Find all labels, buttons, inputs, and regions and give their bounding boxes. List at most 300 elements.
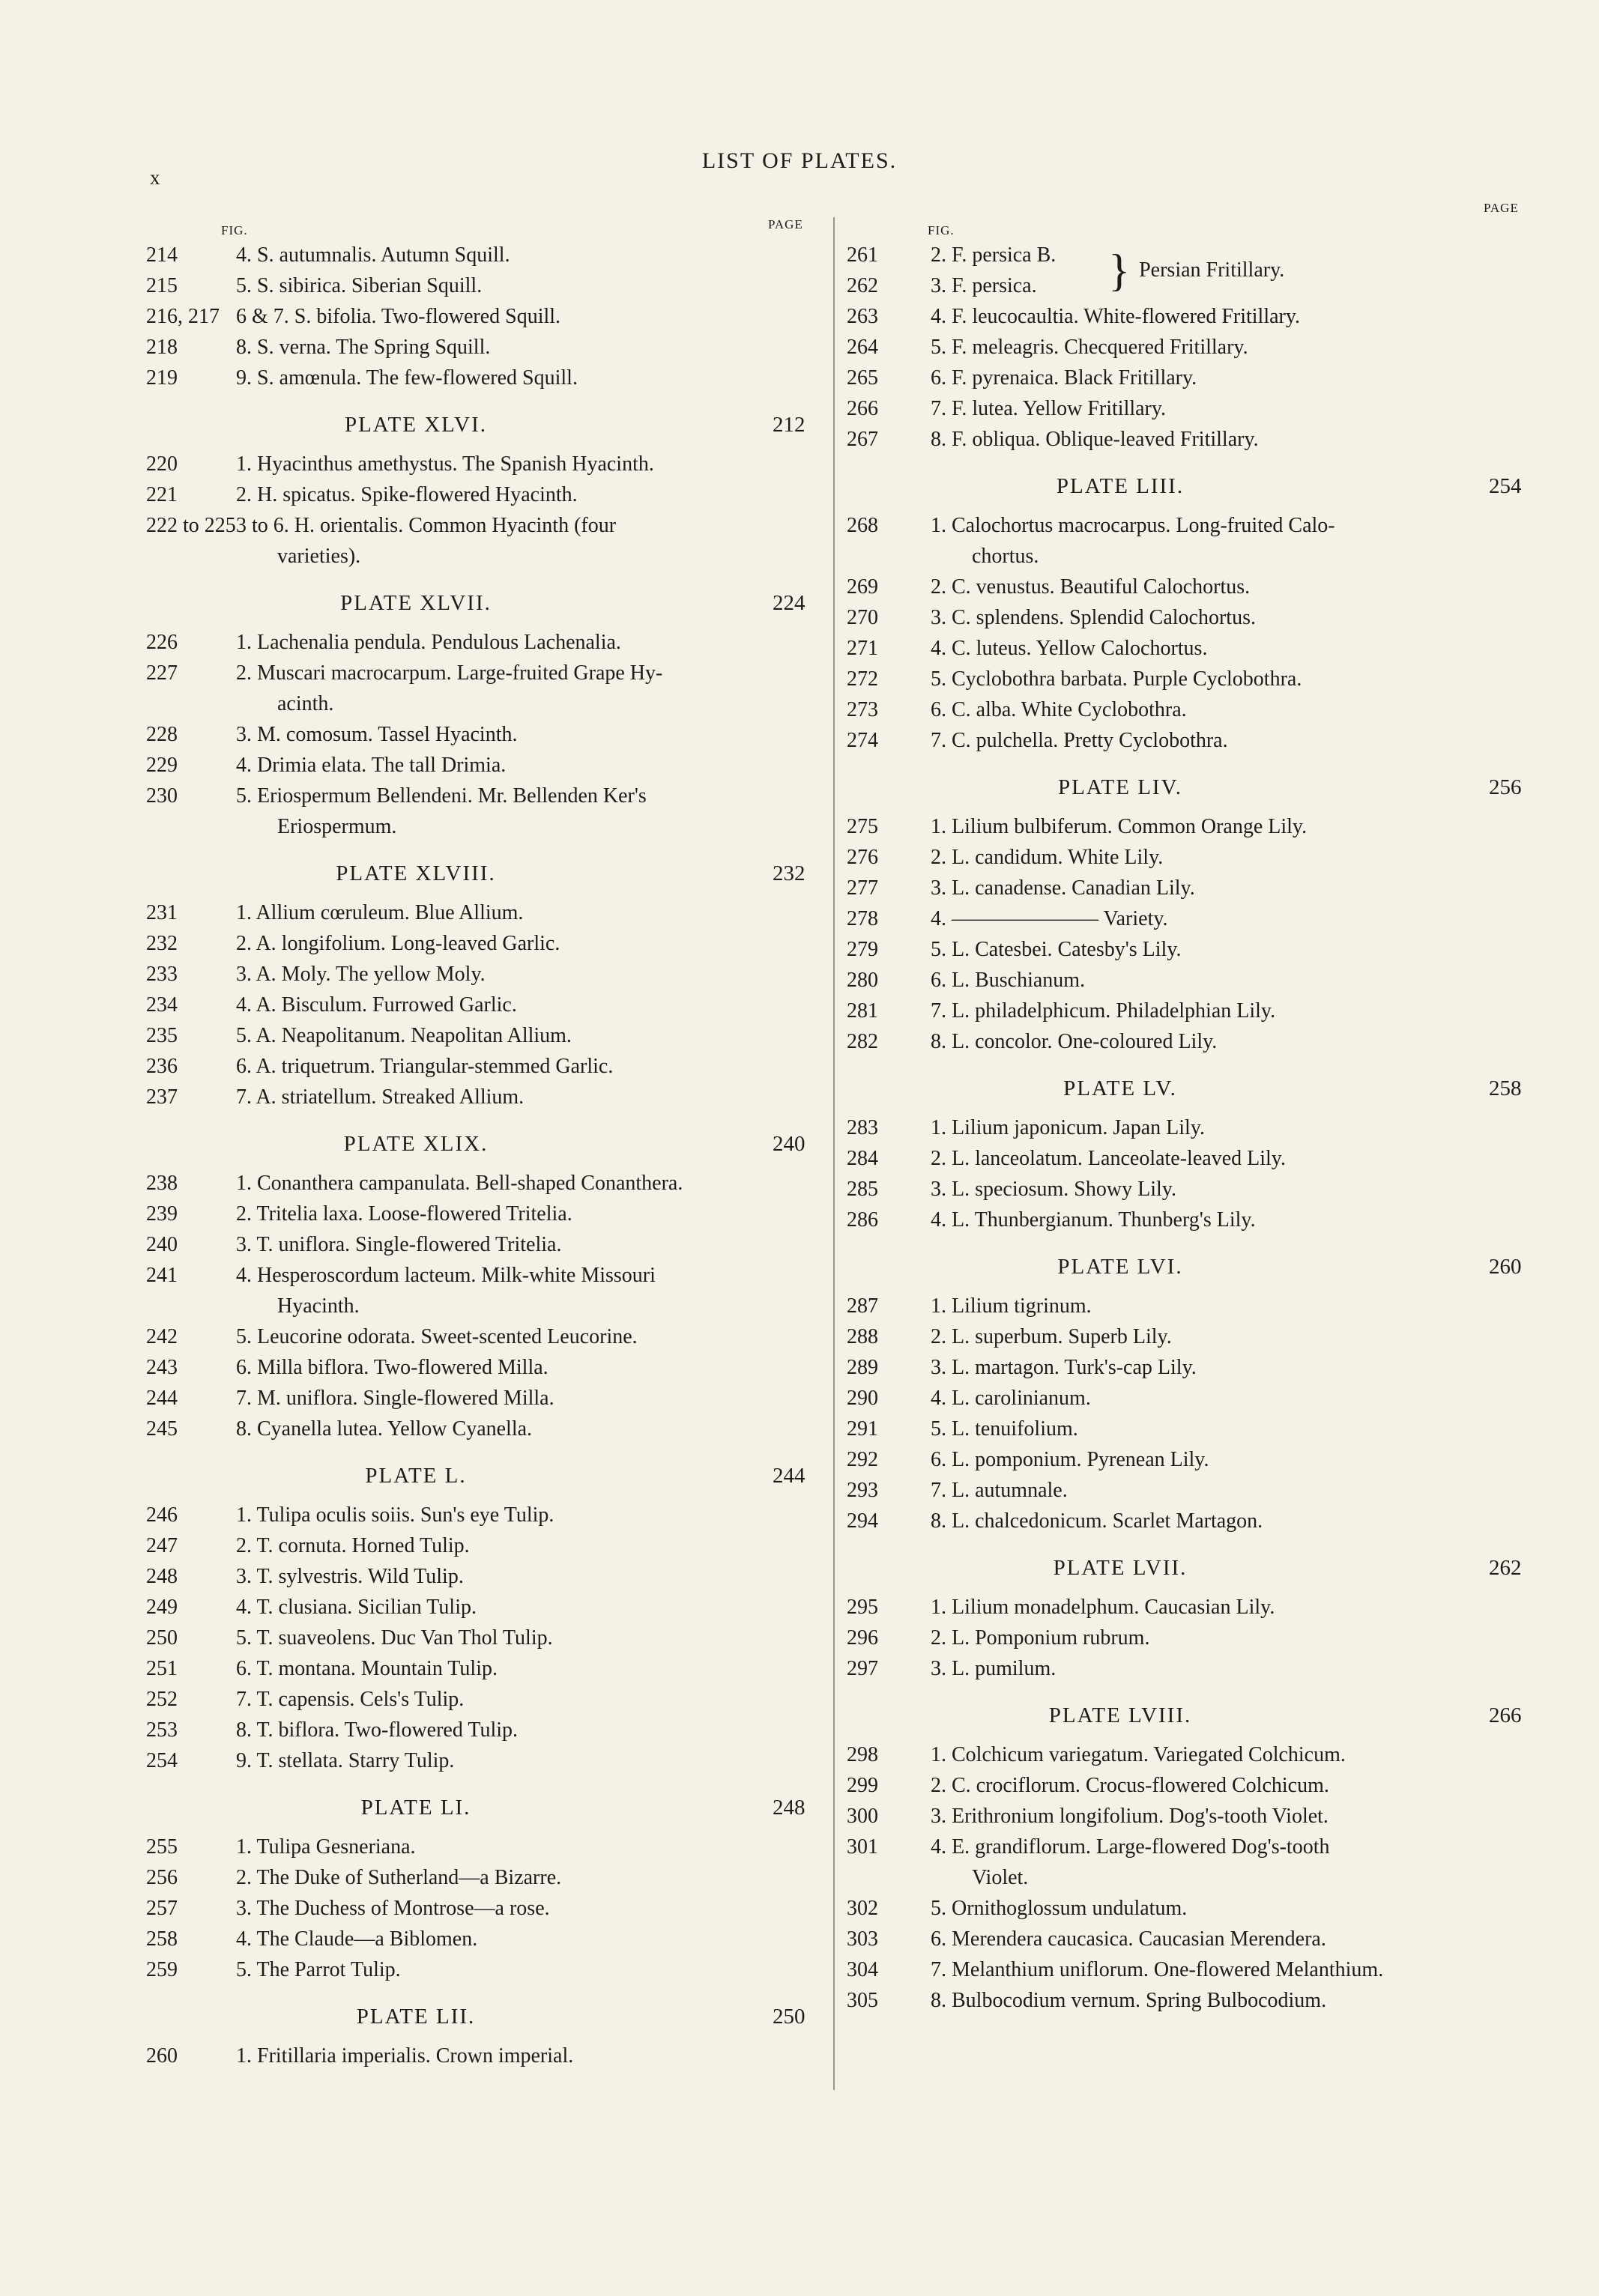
plate-number: 266 [847, 397, 878, 420]
plate-number: 249 [146, 1596, 178, 1619]
plate-number: 292 [847, 1448, 878, 1471]
plate-number: 245 [146, 1417, 178, 1441]
entry-text [236, 1623, 820, 1653]
plate-heading [146, 1129, 805, 1159]
plate-sections [847, 471, 1522, 2016]
plate-number: 219 [146, 366, 178, 390]
entry-line: 2. The Duke of Sutherland—a Bizarre. [236, 1866, 562, 1889]
list-item [847, 903, 1514, 934]
entry-text [931, 633, 1514, 664]
entry-text [931, 725, 1514, 756]
entry-text [931, 424, 1514, 455]
entry-line: 4. L. Thunbergianum. Thunberg's Lily. [931, 1208, 1256, 1232]
entry-line: 8. T. biflora. Two-flowered Tulip. [236, 1718, 519, 1742]
entry-text [931, 1924, 1514, 1954]
list-item [847, 1026, 1514, 1057]
entry-continuation: varieties). [277, 545, 361, 568]
plate-number: 270 [847, 606, 878, 629]
plate-number: 227 [146, 661, 178, 685]
entry-text [931, 1291, 1514, 1321]
entry-text [931, 393, 1514, 424]
list-item [847, 664, 1514, 694]
plate-number: 260 [146, 2044, 178, 2068]
list-item [847, 424, 1514, 455]
plate-number: 264 [847, 336, 878, 359]
plate-heading [847, 471, 1522, 501]
list-item [847, 725, 1514, 756]
plate-number: 235 [146, 1024, 178, 1047]
list-item [146, 2041, 820, 2071]
plate-sections [146, 410, 820, 2071]
list-item [146, 959, 820, 990]
entry-line: 8. Cyanella lutea. Yellow Cyanella. [236, 1417, 533, 1441]
entry-text [236, 1924, 820, 1954]
plate-number: 231 [146, 901, 178, 924]
entry-text [236, 1352, 820, 1383]
list-item [847, 270, 1056, 301]
intro-list [847, 301, 1514, 455]
plate-number: 275 [847, 815, 878, 838]
plate-number: 281 [847, 999, 878, 1023]
plate-page-number: 254 [1489, 474, 1522, 498]
plate-number: 258 [146, 1927, 178, 1951]
plate-number: 303 [847, 1927, 878, 1951]
entry-line: 5. T. suaveolens. Duc Van Thol Tulip. [236, 1626, 553, 1650]
plate-number: 282 [847, 1030, 878, 1053]
plate-number: 283 [847, 1116, 878, 1139]
entry-text [931, 1321, 1514, 1352]
entry-line: 3. M. comosum. Tassel Hyacinth. [236, 723, 518, 746]
plate-heading [146, 410, 805, 440]
list-item [146, 897, 820, 928]
plate-title: PLATE LIII. [1056, 474, 1185, 498]
entry-line: 7. L. philadelphicum. Philadelphian Lily. [931, 999, 1276, 1023]
entry-line: 6. Milla biflora. Two-flowered Milla. [236, 1356, 548, 1379]
list-item [146, 1168, 820, 1199]
entry-text [931, 1352, 1514, 1383]
list-item [146, 719, 820, 750]
list-item [847, 633, 1514, 664]
entry-text [931, 1801, 1514, 1832]
entry-line: 4. The Claude—a Biblomen. [236, 1927, 478, 1951]
list-item [847, 996, 1514, 1026]
plate-number: 299 [847, 1774, 878, 1797]
list-item [146, 1051, 820, 1082]
entry-line: 4. ——————— Variety. [931, 907, 1168, 930]
list-item [847, 811, 1514, 842]
entry-line: 6. T. montana. Mountain Tulip. [236, 1657, 498, 1680]
entry-text [931, 1592, 1514, 1623]
plate-section [146, 858, 820, 1112]
entry-text [931, 996, 1514, 1026]
list-item [146, 510, 820, 572]
entry-text [236, 1592, 820, 1623]
entry-text [931, 1770, 1514, 1801]
plate-number: 294 [847, 1509, 878, 1533]
list-item [847, 1444, 1514, 1475]
list-item [146, 1623, 820, 1653]
plate-page-number: 212 [773, 413, 805, 437]
list-item [847, 1321, 1514, 1352]
entry-line: 5. The Parrot Tulip. [236, 1958, 401, 1981]
plate-page-number: 244 [773, 1464, 805, 1488]
entry-text [236, 897, 820, 928]
list-item [146, 1414, 820, 1444]
brace-label: Persian Fritillary. [1139, 258, 1285, 282]
entry-line: 7. T. capensis. Cels's Tulip. [236, 1688, 465, 1711]
entry-continuation: Violet. [972, 1866, 1029, 1889]
list-item [847, 1414, 1514, 1444]
entry-line: 4. A. Bisculum. Furrowed Garlic. [236, 993, 517, 1017]
plate-number: 280 [847, 969, 878, 992]
entry-line: 2. C. crociflorum. Crocus-flowered Colchicum. [931, 1774, 1329, 1797]
plate-number: 296 [847, 1626, 878, 1650]
entry-line: 8. S. verna. The Spring Squill. [236, 336, 491, 359]
entry-text [931, 873, 1514, 903]
plate-number: 241 [146, 1264, 178, 1287]
plate-number: 226 [146, 631, 178, 654]
entry-text [931, 363, 1514, 393]
plate-number: 246 [146, 1503, 178, 1527]
plate-title: PLATE LII. [356, 2005, 476, 2029]
entry-text [236, 1199, 820, 1229]
list-item [146, 1715, 820, 1745]
entry-line: 8. Bulbocodium vernum. Spring Bulbocodium. [931, 1989, 1327, 2012]
plate-number: 267 [847, 428, 878, 451]
entry-text [236, 2041, 820, 2071]
entry-line: 3. L. pumilum. [931, 1657, 1057, 1680]
persian-fritillary-group [847, 240, 1514, 301]
entry-line: 3. T. uniflora. Single-flowered Tritelia. [236, 1233, 562, 1256]
entry-text [236, 928, 820, 959]
plate-number: 220 [146, 452, 178, 476]
entry-line: 4. Hesperoscordum lacteum. Milk-white Missouri [236, 1264, 656, 1287]
entry-line: 2. L. superbum. Superb Lily. [931, 1325, 1172, 1348]
plate-title: PLATE LIV. [1057, 775, 1183, 799]
entry-line: 3. L. speciosum. Showy Lily. [931, 1178, 1176, 1201]
plate-title: PLATE L. [365, 1464, 467, 1488]
left-column [146, 210, 820, 2071]
list-item [847, 1954, 1514, 1985]
entry-line: 5. Eriospermum Bellendeni. Mr. Bellenden Ker's [236, 784, 647, 808]
entry-line: 3. F. persica. [931, 274, 1037, 297]
entry-text [236, 1168, 820, 1199]
entry-text [236, 959, 820, 990]
list-item [146, 1561, 820, 1592]
entry-line: 5. L. tenuifolium. [931, 1417, 1078, 1441]
plate-section [847, 772, 1522, 1057]
entry-text [931, 1414, 1514, 1444]
entry-line: 1. Colchicum variegatum. Variegated Colchicum. [931, 1743, 1346, 1766]
plate-number: 236 [146, 1055, 178, 1078]
plate-title: PLATE XLIX. [343, 1132, 489, 1156]
list-item [146, 1684, 820, 1715]
plate-page-number: 224 [773, 591, 805, 615]
plate-page-number: 262 [1489, 1556, 1522, 1580]
plate-number: 248 [146, 1565, 178, 1588]
entry-text [931, 240, 1056, 270]
plate-number: 253 [146, 1718, 178, 1742]
entry-line: 5. S. sibirica. Siberian Squill. [236, 274, 483, 297]
entry-line: 3. The Duchess of Montrose—a rose. [236, 1897, 550, 1920]
fig-label: FIG. [928, 223, 955, 237]
entry-line: 1. Fritillaria imperialis. Crown imperial. [236, 2044, 574, 2068]
list-item [847, 1112, 1514, 1143]
plate-heading [146, 1793, 805, 1823]
entry-text [931, 1112, 1514, 1143]
list-item [847, 1893, 1514, 1924]
list-item [847, 240, 1056, 270]
list-item [847, 301, 1514, 332]
plate-number: 272 [847, 667, 878, 691]
entry-line: 2. Tritelia laxa. Loose-flowered Tritelia. [236, 1202, 572, 1226]
list-item [146, 1383, 820, 1414]
plate-number: 230 [146, 784, 178, 808]
list-item [146, 479, 820, 510]
entry-line: 1. Lilium monadelphum. Caucasian Lily. [931, 1596, 1275, 1619]
plate-number: 285 [847, 1178, 878, 1201]
entry-line: 2. Muscari macrocarpum. Large-fruited Grape Hy- [236, 661, 663, 685]
plate-title: PLATE XLVIII. [336, 861, 496, 885]
list-item [146, 1924, 820, 1954]
plate-number: 286 [847, 1208, 878, 1232]
entry-line: 6. L. Buschianum. [931, 969, 1086, 992]
entry-text [931, 1985, 1514, 2016]
list-item [146, 363, 820, 393]
plate-heading [146, 1461, 805, 1491]
list-item [847, 602, 1514, 633]
plate-number: 261 [847, 243, 878, 267]
entry-text [236, 1229, 820, 1260]
entry-text [236, 1684, 820, 1715]
list-item [146, 1260, 820, 1321]
page-number: x [150, 166, 160, 189]
entry-text [236, 1530, 820, 1561]
plate-title: PLATE XLVII. [340, 591, 492, 615]
entry-text [236, 1893, 820, 1924]
entry-line: 7. C. pulchella. Pretty Cyclobothra. [931, 729, 1228, 752]
plate-section [146, 588, 820, 842]
entry-text [236, 1321, 820, 1352]
entry-text [236, 658, 820, 719]
plate-number: 229 [146, 754, 178, 777]
plate-section [146, 410, 820, 572]
list-item [847, 694, 1514, 725]
entry-line: 1. Hyacinthus amethystus. The Spanish Hyacinth. [236, 452, 654, 476]
list-item [847, 1653, 1514, 1684]
plate-number: 269 [847, 575, 878, 599]
plate-section [847, 471, 1522, 756]
plate-number: 214 [146, 243, 178, 267]
plate-section [847, 1700, 1522, 2016]
entry-line: 4. T. clusiana. Sicilian Tulip. [236, 1596, 477, 1619]
entry-continuation: Hyacinth. [277, 1294, 360, 1318]
entry-line: 3. T. sylvestris. Wild Tulip. [236, 1565, 464, 1588]
right-column [847, 201, 1522, 2016]
plate-title: PLATE LI. [360, 1796, 471, 1820]
plate-number: 233 [146, 963, 178, 986]
plate-number: 291 [847, 1417, 878, 1441]
entry-text [236, 363, 820, 393]
entry-text [236, 627, 820, 658]
plate-number: 273 [847, 698, 878, 721]
entry-text [931, 1832, 1514, 1893]
list-item [146, 332, 820, 363]
entry-continuation: Eriospermum. [277, 815, 397, 838]
list-item [146, 449, 820, 479]
plate-number: 234 [146, 993, 178, 1017]
list-item [146, 301, 820, 332]
plate-number: 284 [847, 1147, 878, 1170]
plate-number: 237 [146, 1085, 178, 1109]
list-item [847, 1985, 1514, 2016]
page-label: PAGE [768, 217, 803, 231]
column-divider [833, 217, 835, 2090]
list-item [847, 1739, 1514, 1770]
entry-text [931, 572, 1514, 602]
entry-line: 3. Erithronium longifolium. Dog's-tooth Violet. [931, 1805, 1329, 1828]
entry-line: 6. Merendera caucasica. Caucasian Merendera. [931, 1927, 1326, 1951]
plate-page-number: 258 [1489, 1076, 1522, 1100]
entry-line: 7. M. uniflora. Single-flowered Milla. [236, 1387, 554, 1410]
entry-line: 1. Lilium japonicum. Japan Lily. [931, 1116, 1206, 1139]
entry-text [931, 934, 1514, 965]
plate-number: 295 [847, 1596, 878, 1619]
plate-number: 302 [847, 1897, 878, 1920]
plate-page-number: 240 [773, 1132, 805, 1156]
plate-number: 254 [146, 1749, 178, 1772]
list-item [146, 627, 820, 658]
entry-line: 5. Cyclobothra barbata. Purple Cyclobothra. [931, 667, 1302, 691]
plate-number: 276 [847, 846, 878, 869]
plate-number: 297 [847, 1657, 878, 1680]
plate-number: 244 [146, 1387, 178, 1410]
plate-number: 247 [146, 1534, 178, 1557]
entry-text [236, 1051, 820, 1082]
entry-line: 2. H. spicatus. Spike-flowered Hyacinth. [236, 483, 578, 506]
entry-text [931, 1143, 1514, 1174]
plate-heading [847, 1553, 1522, 1583]
entry-line: 3. A. Moly. The yellow Moly. [236, 963, 486, 986]
plate-number: 293 [847, 1479, 878, 1502]
entry-line: 5. Ornithoglossum undulatum. [931, 1897, 1188, 1920]
plate-number: 221 [146, 483, 178, 506]
list-item [847, 1352, 1514, 1383]
entry-text [931, 1174, 1514, 1205]
list-item [847, 965, 1514, 996]
intro-list [146, 240, 820, 393]
plate-number: 250 [146, 1626, 178, 1650]
plate-number: 251 [146, 1657, 178, 1680]
list-item [146, 1954, 820, 1985]
plate-page-number: 260 [1489, 1255, 1522, 1279]
entry-line: 7. F. lutea. Yellow Fritillary. [931, 397, 1167, 420]
entry-line: 6. L. pomponium. Pyrenean Lily. [931, 1448, 1209, 1471]
entry-line: 1. Lachenalia pendula. Pendulous Lachenalia. [236, 631, 621, 654]
entry-line: 3. C. splendens. Splendid Calochortus. [931, 606, 1256, 629]
plate-number: 262 [847, 274, 878, 297]
plate-section [847, 1553, 1522, 1684]
plate-number: 240 [146, 1233, 178, 1256]
entry-line: 2. L. candidum. White Lily. [931, 846, 1164, 869]
entry-line: 6. A. triquetrum. Triangular-stemmed Garlic. [236, 1055, 614, 1078]
plate-number: 287 [847, 1294, 878, 1318]
list-item [847, 1291, 1514, 1321]
entry-text [931, 1653, 1514, 1684]
plate-title: PLATE LV. [1063, 1076, 1177, 1100]
list-item [847, 1383, 1514, 1414]
plate-number: 290 [847, 1387, 878, 1410]
entry-line: 1. Lilium tigrinum. [931, 1294, 1092, 1318]
list-item [146, 1862, 820, 1893]
entry-text [931, 1893, 1514, 1924]
plate-page-number: 256 [1489, 775, 1522, 799]
entry-text [931, 270, 1056, 301]
list-item [847, 1205, 1514, 1235]
entry-text [931, 1475, 1514, 1506]
entry-continuation: chortus. [972, 545, 1039, 568]
plate-number: 252 [146, 1688, 178, 1711]
entry-text [931, 1383, 1514, 1414]
plate-number: 256 [146, 1866, 178, 1889]
entry-text [236, 750, 820, 781]
list-item [146, 1893, 820, 1924]
list-item [847, 393, 1514, 424]
entry-text [236, 1745, 820, 1776]
entry-text [236, 781, 820, 842]
plate-number: 218 [146, 336, 178, 359]
list-item [146, 990, 820, 1020]
plate-number: 301 [847, 1835, 878, 1859]
entry-line: 9. T. stellata. Starry Tulip. [236, 1749, 455, 1772]
entry-text [931, 1205, 1514, 1235]
plate-section [146, 1129, 820, 1444]
list-item [146, 1082, 820, 1112]
entry-text [931, 965, 1514, 996]
entry-line: 1. Calochortus macrocarpus. Long-fruited Calo- [931, 514, 1335, 537]
entry-text [931, 602, 1514, 633]
entry-line: 2. L. Pomponium rubrum. [931, 1626, 1150, 1650]
entry-text [236, 240, 820, 270]
entry-line: 2. F. persica B. [931, 243, 1057, 267]
plate-number: 305 [847, 1989, 878, 2012]
entry-line: 5. L. Catesbei. Catesby's Lily. [931, 938, 1182, 961]
plate-heading [146, 588, 805, 618]
entry-line: 2. T. cornuta. Horned Tulip. [236, 1534, 470, 1557]
plate-heading [847, 1700, 1522, 1730]
list-item [146, 240, 820, 270]
entry-text [931, 1506, 1514, 1536]
list-item [847, 363, 1514, 393]
entry-line: 1. Lilium bulbiferum. Common Orange Lily. [931, 815, 1308, 838]
entry-text [931, 1026, 1514, 1057]
entry-text [236, 301, 820, 332]
list-item [847, 1770, 1514, 1801]
entry-text [236, 1653, 820, 1684]
entry-line: 4. Drimia elata. The tall Drimia. [236, 754, 507, 777]
entry-line: 5. A. Neapolitanum. Neapolitan Allium. [236, 1024, 572, 1047]
list-item [847, 1623, 1514, 1653]
plate-section [146, 2002, 820, 2071]
plate-page-number: 232 [773, 861, 805, 885]
plate-number: 216, 217 [146, 305, 220, 328]
entry-text [931, 301, 1514, 332]
entry-line: 7. A. striatellum. Streaked Allium. [236, 1085, 525, 1109]
list-item [146, 270, 820, 301]
brace-rows [847, 240, 1056, 301]
entry-line: 8. L. chalcedonicum. Scarlet Martagon. [931, 1509, 1263, 1533]
plate-number: 298 [847, 1743, 878, 1766]
